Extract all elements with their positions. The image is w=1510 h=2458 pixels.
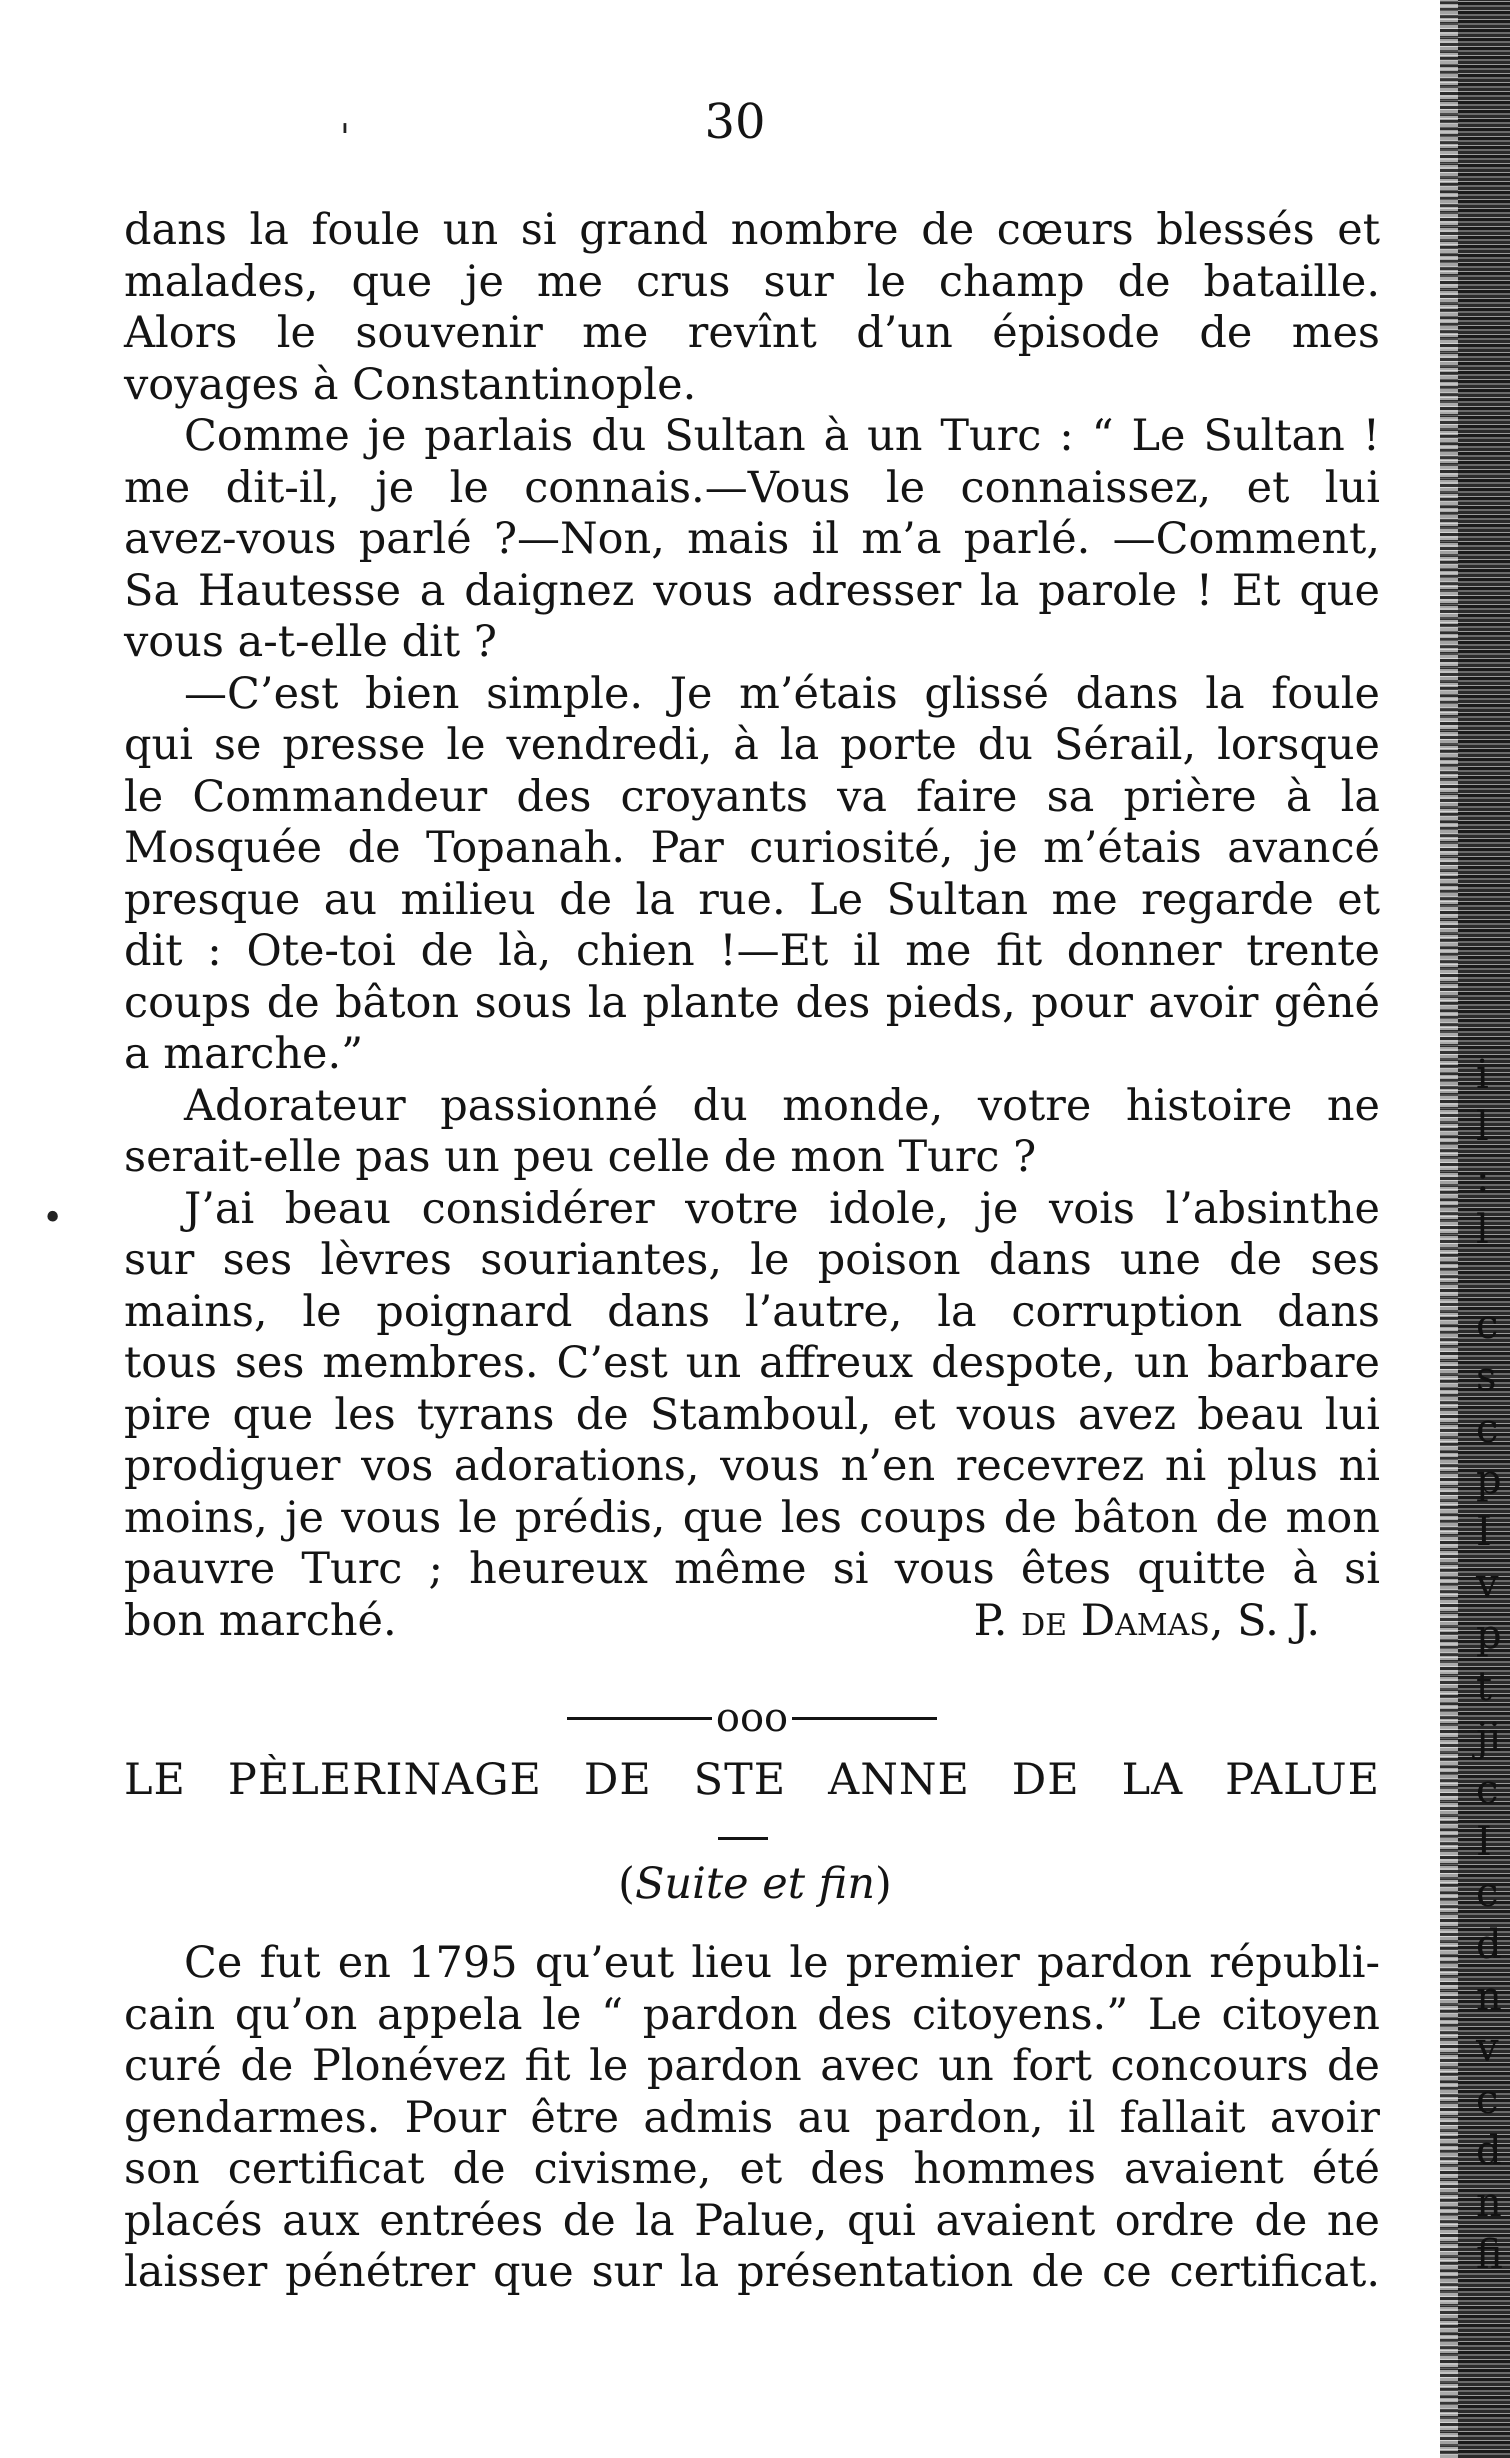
- text-line: Comme je parlais du Sultan à un Turc : “ Le Sultan !: [184, 411, 1380, 461]
- text-line: pauvre Turc ; heureux même si vous êtes quitte à si: [124, 1544, 1380, 1594]
- edge-letter: :: [1476, 1155, 1490, 1201]
- text-line: gendarmes. Pour être admis au pardon, il fallait avoir: [124, 2092, 1380, 2143]
- edge-letter: l: [1476, 1104, 1489, 1150]
- separator-rule: [567, 1717, 712, 1720]
- text-line: le Commandeur des croyants va faire sa prière à la: [124, 771, 1380, 822]
- text-line: J’ai beau considérer votre idole, je vois l’absinthe: [184, 1183, 1380, 1234]
- title-rule: [718, 1837, 768, 1840]
- edge-letter: l: [1476, 1207, 1489, 1253]
- text-line: Sa Hautesse a daignez vous adresser la parole ! Et que: [124, 565, 1380, 616]
- text-line: qui se presse le vendredi, à la porte du Sérail, lorsque: [124, 720, 1380, 770]
- section-title: LE PÈLERINAGE DE STE ANNE DE LA PALUE: [124, 1755, 1380, 1805]
- edge-letter: n: [1476, 1974, 1502, 2020]
- text-line: serait-elle pas un peu celle de mon Turc ?: [124, 1132, 1037, 1182]
- edge-letter: I: [1476, 1819, 1492, 1865]
- edge-letter: v: [1476, 2025, 1499, 2071]
- edge-letter: d: [1476, 2128, 1502, 2174]
- text-line: presque au milieu de la rue. Le Sultan me regarde et: [124, 874, 1380, 925]
- author-signature: P. de Damas, S. J.: [973, 1595, 1320, 1646]
- text-line: malades, que je me crus sur le champ de bataille.: [124, 256, 1380, 307]
- paragraph-2: [124, 1938, 1380, 2299]
- text-line: avez-vous parlé ?—Non, mais il m’a parlé. —Comment,: [124, 514, 1380, 564]
- edge-letter: i: [1476, 1052, 1489, 1098]
- separator-ornament: ooo: [715, 1695, 789, 1741]
- edge-letter: c: [1476, 1406, 1499, 1452]
- text-line: vous a-t-elle dit ?: [124, 617, 497, 667]
- edge-letter: p: [1476, 1457, 1502, 1503]
- text-line: prodiguer vos adorations, vous n’en recevrez ni plus ni: [124, 1441, 1380, 1491]
- text-line: Alors le souvenir me revînt d’un épisode de mes: [124, 308, 1380, 358]
- facing-page-edge-text: [1470, 0, 1510, 2458]
- edge-letter: t: [1476, 1664, 1493, 1710]
- edge-letter: ji: [1476, 1715, 1502, 1761]
- text-line: voyages à Constantinople.: [124, 359, 697, 410]
- text-line: me dit-il, je le connais.—Vous le connaissez, et lui: [124, 462, 1380, 513]
- text-line: dans la foule un si grand nombre de cœurs blessés et: [124, 205, 1380, 255]
- edge-letter: c: [1476, 1870, 1499, 1916]
- text-line: sur ses lèvres souriantes, le poison dans une de ses: [124, 1235, 1380, 1285]
- text-line: Adorateur passionné du monde, votre histoire ne: [184, 1080, 1380, 1131]
- text-line: placés aux entrées de la Palue, qui avaient ordre de ne: [124, 2195, 1380, 2246]
- closing-line: [124, 1596, 1380, 1648]
- edge-letter: s: [1476, 1354, 1497, 1400]
- text-line: curé de Plonévez fit le pardon avec un fort concours de: [124, 2041, 1380, 2091]
- paragraph-1: [124, 205, 1380, 1647]
- text-line: cain qu’on appela le “ pardon des citoyens.” Le citoyen: [124, 1989, 1380, 2040]
- separator-rule: [792, 1717, 937, 1720]
- edge-letter: c: [1476, 1767, 1499, 1813]
- text-line: Mosquée de Topanah. Par curiosité, je m’étais avancé: [124, 823, 1380, 873]
- text-line: dit : Ote-toi de là, chien !—Et il me fit donner trente: [124, 926, 1380, 976]
- edge-letter: c: [1476, 1302, 1499, 1348]
- text-line: Ce fut en 1795 qu’eut lieu le premier pardon républi-: [184, 1938, 1380, 1988]
- text-line: —C’est bien simple. Je m’étais glissé dans la foule: [184, 668, 1380, 719]
- text-line: son certificat de civisme, et des hommes avaient été: [124, 2144, 1380, 2194]
- text-line: mains, le poignard dans l’autre, la corruption dans: [124, 1286, 1380, 1337]
- text-line: pire que les tyrans de Stamboul, et vous avez beau lui: [124, 1389, 1380, 1440]
- page-number: 30: [704, 94, 766, 150]
- text-line: tous ses membres. C’est un affreux despote, un barbare: [124, 1338, 1380, 1388]
- edge-letter: v: [1476, 1561, 1499, 1607]
- edge-letter: I: [1476, 1509, 1492, 1555]
- edge-letter: n: [1476, 2180, 1502, 2226]
- text-line: laisser pénétrer que sur la présentation de ce certificat.: [124, 2247, 1380, 2297]
- text-line: a marche.”: [124, 1029, 364, 1079]
- text-line: moins, je vous le prédis, que les coups de bâton de mon: [124, 1492, 1380, 1543]
- edge-letter: fi: [1476, 2232, 1503, 2278]
- text-line: coups de bâton sous la plante des pieds, pour avoir gêné: [124, 977, 1380, 1028]
- print-speck: •: [42, 1198, 64, 1239]
- closing-text: bon marché.: [124, 1595, 397, 1646]
- edge-letter: c: [1476, 2077, 1499, 2123]
- print-speck: ': [340, 118, 350, 159]
- section-separator: [124, 1693, 1380, 1740]
- section-subtitle: (Suite et fin): [618, 1859, 892, 1909]
- edge-letter: d: [1476, 1922, 1502, 1968]
- subtitle-text: Suite et fin: [634, 1859, 876, 1909]
- edge-letter: p: [1476, 1612, 1502, 1658]
